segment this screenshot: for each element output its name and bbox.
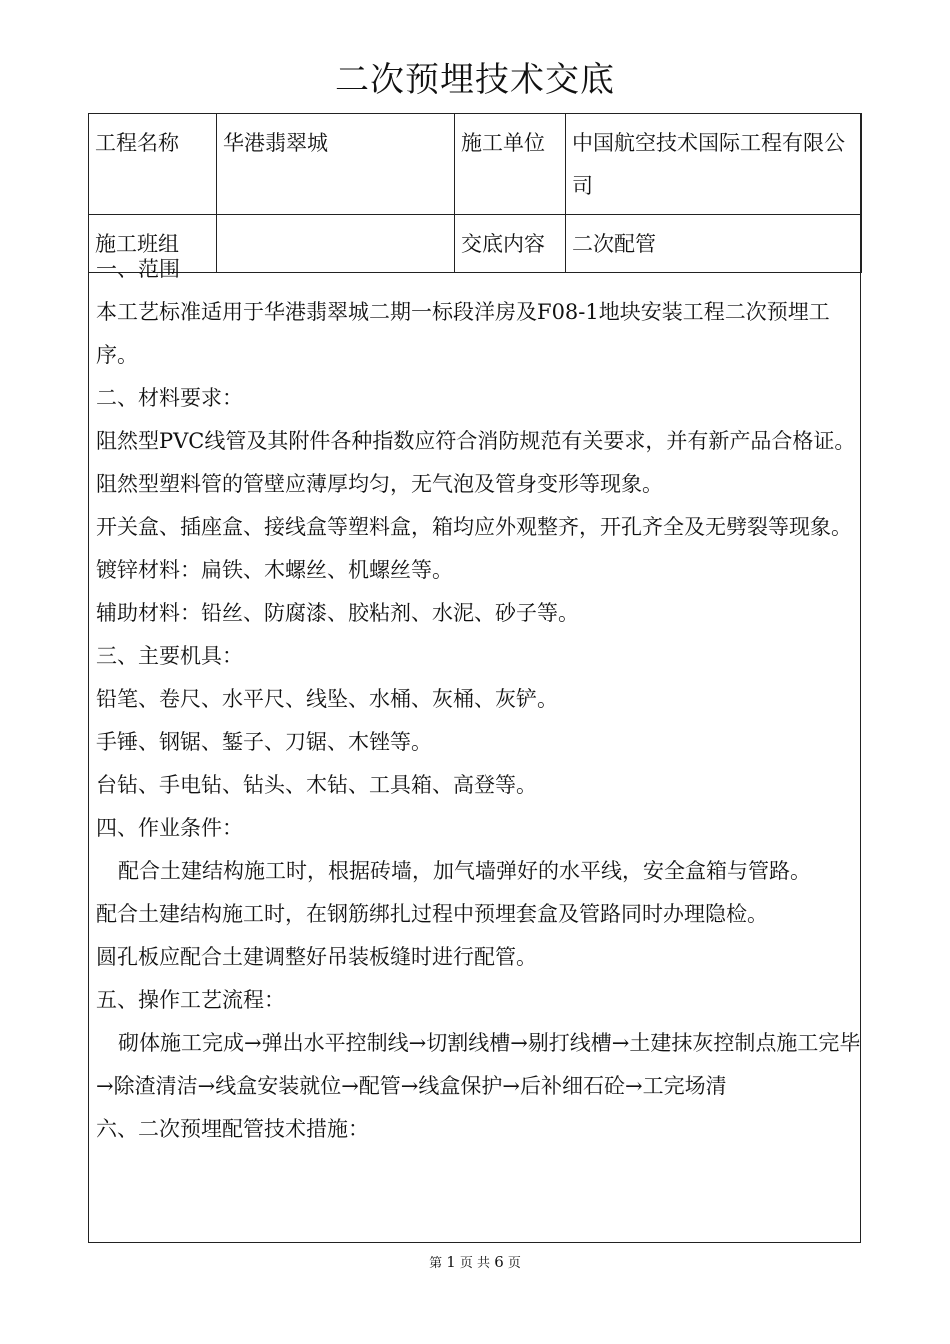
team-label: 施工班组 [89,215,217,273]
section-heading: 六、二次预埋配管技术措施： [96,1117,369,1141]
section-heading: 一、范围 [96,257,180,281]
paragraph: 本工艺标准适用于华港翡翠城二期一标段洋房及F08-1地块安装工程二次预埋工序。 [96,300,830,367]
footer-suffix: 页 [507,1256,521,1271]
contractor-value: 中国航空技术国际工程有限公司 [566,114,862,215]
footer-middle: 页 共 [459,1256,491,1271]
section-heading: 四、作业条件： [96,816,243,840]
paragraph: 铅笔、卷尺、水平尺、线坠、水桶、灰桶、灰铲。 [96,687,558,711]
paragraph: 圆孔板应配合土建调整好吊装板缝时进行配管。 [96,945,537,969]
project-value: 华港翡翠城 [217,114,455,215]
paragraph: 手锤、钢锯、錾子、刀锯、木锉等。 [96,730,432,754]
paragraph: 台钻、手电钻、钻头、木钻、工具箱、高登等。 [96,773,537,797]
page-total: 6 [494,1253,504,1271]
paragraph: 辅助材料：铅丝、防腐漆、胶粘剂、水泥、砂子等。 [96,601,579,625]
document-body [96,248,861,1151]
section-heading: 三、主要机具： [96,644,243,668]
paragraph: 配合土建结构施工时，根据砖墙，加气墙弹好的水平线，安全盒箱与管路。 [118,859,811,883]
document-title: 二次预埋技术交底 [335,60,615,100]
paragraph: 阻然型塑料管的管壁应薄厚均匀，无气泡及管身变形等现象。 [96,472,663,496]
paragraph: 阻然型PVC线管及其附件各种指数应符合消防规范有关要求，并有新产品合格证。 [96,429,856,453]
content-value: 二次配管 [566,215,862,273]
section-heading: 二、材料要求： [96,386,243,410]
header-row [89,114,862,215]
footer-prefix: 第 [429,1256,443,1271]
section-heading: 五、操作工艺流程： [96,988,285,1012]
paragraph: 砌体施工完成→弹出水平控制线→切割线槽→剔打线槽→土建抹灰控制点施工完毕→除渣清洁→线盒安装就位→配管→线盒保护→后补细石砼→工完场清 [96,1031,861,1098]
paragraph: 配合土建结构施工时，在钢筋绑扎过程中预埋套盒及管路同时办理隐检。 [96,902,768,926]
page-footer [0,1252,950,1271]
paragraph: 镀锌材料：扁铁、木螺丝、机螺丝等。 [96,558,453,582]
page-number: 1 [446,1253,456,1271]
contractor-label: 施工单位 [455,114,566,215]
content-label: 交底内容 [455,215,566,273]
project-label: 工程名称 [89,114,217,215]
paragraph: 开关盒、插座盒、接线盒等塑料盒，箱均应外观整齐，开孔齐全及无劈裂等现象。 [96,515,852,539]
